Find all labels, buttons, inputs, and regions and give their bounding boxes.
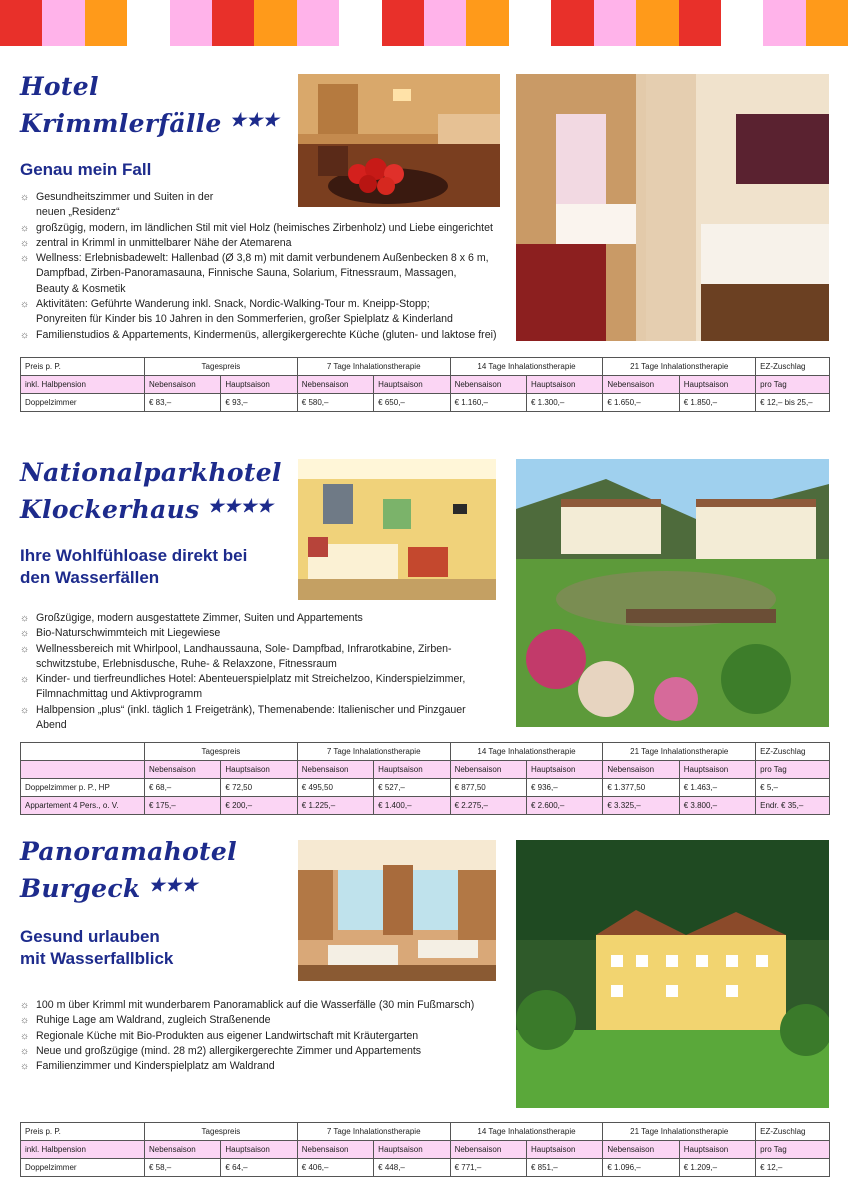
table-cell: € 200,– [221, 797, 297, 815]
feature-item: ☼ Neue und großzügige (mind. 28 m2) allergikergerechte Zimmer und Appartements [20, 1044, 515, 1059]
table-cell: Nebensaison [145, 376, 221, 394]
table-cell: Doppelzimmer p. P., HP [21, 779, 145, 797]
table-cell: € 64,– [221, 1159, 297, 1177]
table-row [21, 797, 830, 815]
feature-item: ☼ Familienzimmer und Kinderspielplatz am Waldrand [20, 1059, 515, 1074]
sun-bullet-icon: ☼ [20, 253, 30, 265]
stripe-block [551, 0, 593, 46]
stripe-block [297, 0, 339, 46]
table-cell: € 1.400,– [374, 797, 450, 815]
table-cell: Tagespreis [145, 358, 298, 376]
table-cell: pro Tag [756, 1141, 830, 1159]
table-cell [21, 761, 145, 779]
feature-item: ☼ 100 m über Krimml mit wunderbarem Panoramablick auf die Wasserfälle (30 min Fußmarsch) [20, 998, 515, 1013]
hotel-subtitle-line1: Gesund urlauben [20, 927, 160, 946]
table-cell: Doppelzimmer [21, 394, 145, 412]
sun-bullet-icon: ☼ [20, 237, 30, 249]
stripe-block [636, 0, 678, 46]
hotel-name [20, 70, 279, 141]
table-cell: 14 Tage Inhalationstherapie [450, 358, 603, 376]
table-cell: Hauptsaison [374, 376, 450, 394]
feature-list [20, 611, 515, 733]
price-table [20, 1122, 830, 1177]
photo-hotel-dining-room [298, 840, 496, 981]
table-row [21, 761, 830, 779]
hotel-subtitle-line1: Genau mein Fall [20, 160, 152, 179]
stripe-block [594, 0, 636, 46]
table-cell: € 12,– bis 25,– [756, 394, 830, 412]
table-cell: € 448,– [374, 1159, 450, 1177]
stripe-block [212, 0, 254, 46]
hotel-stars: ★★★ [229, 110, 279, 131]
table-cell: Hauptsaison [374, 761, 450, 779]
hotel-name-line1: Panoramahotel [20, 837, 237, 866]
price-table [20, 742, 830, 815]
table-cell: € 2.275,– [450, 797, 526, 815]
table-cell: Tagespreis [145, 1123, 298, 1141]
table-cell: Nebensaison [145, 761, 221, 779]
table-cell: 14 Tage Inhalationstherapie [450, 743, 603, 761]
stripe-block [509, 0, 551, 46]
feature-item: ☼ Kinder- und tierfreundliches Hotel: Abenteuerspielplatz mit Streichelzoo, Kinderspielzimmer, Filmnachmittag und Aktivprogramm [20, 673, 466, 701]
table-cell: € 580,– [297, 394, 373, 412]
table-cell: EZ-Zuschlag [756, 743, 830, 761]
table-cell: € 1.300,– [526, 394, 602, 412]
table-cell: Nebensaison [297, 761, 373, 779]
hotel-name-line1: Nationalparkhotel [20, 458, 282, 487]
table-cell: Hauptsaison [374, 1141, 450, 1159]
hotel-subtitle [20, 159, 151, 181]
stripe-block [85, 0, 127, 46]
stripe-block [382, 0, 424, 46]
table-cell: € 12,– [756, 1159, 830, 1177]
sun-bullet-icon: ☼ [20, 643, 30, 655]
table-cell: € 1.650,– [603, 394, 679, 412]
table-cell: € 1.850,– [679, 394, 755, 412]
table-cell: 7 Tage Inhalationstherapie [297, 743, 450, 761]
table-cell: Hauptsaison [221, 761, 297, 779]
table-cell: € 3.325,– [603, 797, 679, 815]
table-row [21, 743, 830, 761]
sun-bullet-icon: ☼ [20, 674, 30, 686]
stripe-block [763, 0, 805, 46]
table-row [21, 1141, 830, 1159]
table-row [21, 376, 830, 394]
table-cell: EZ-Zuschlag [756, 1123, 830, 1141]
sun-bullet-icon: ☼ [20, 222, 30, 234]
table-cell: 7 Tage Inhalationstherapie [297, 358, 450, 376]
table-cell: Nebensaison [603, 376, 679, 394]
feature-item: ☼ Ruhige Lage am Waldrand, zugleich Straßenende [20, 1013, 515, 1028]
table-cell: inkl. Halbpension [21, 1141, 145, 1159]
table-cell: Hauptsaison [526, 376, 602, 394]
table-cell: € 72,50 [221, 779, 297, 797]
table-cell: € 3.800,– [679, 797, 755, 815]
photo-hotel-exterior-forest [516, 840, 829, 1108]
price-table [20, 357, 830, 412]
table-cell: € 5,– [756, 779, 830, 797]
table-cell: € 1.096,– [603, 1159, 679, 1177]
table-cell: € 406,– [297, 1159, 373, 1177]
sun-bullet-icon: ☼ [20, 192, 30, 203]
sun-bullet-icon: ☼ [20, 613, 30, 624]
table-cell: € 1.225,– [297, 797, 373, 815]
table-cell: Nebensaison [145, 1141, 221, 1159]
table-cell: € 2.600,– [526, 797, 602, 815]
table-cell: € 650,– [374, 394, 450, 412]
photo-hotel-garden-pond [516, 459, 829, 727]
table-cell: Nebensaison [603, 761, 679, 779]
table-row [21, 779, 830, 797]
sun-bullet-icon: ☼ [20, 299, 30, 311]
feature-item: ☼ Aktivitäten: Geführte Wanderung inkl. Snack, Nordic-Walking-Tour m. Kneipp-Stopp; Ponyreiten für Kinder bis 10 Jahren in den Sommerferien, großer Spielplatz & Kinderland [20, 298, 453, 326]
table-row [21, 1123, 830, 1141]
table-cell: Hauptsaison [679, 376, 755, 394]
table-cell: Hauptsaison [679, 761, 755, 779]
feature-item: ☼ Halbpension „plus“ (inkl. täglich 1 Freigetränk), Themenabende: Italienischer und Pinzgauer Abend [20, 703, 466, 732]
feature-list [20, 190, 530, 343]
table-cell: inkl. Halbpension [21, 376, 145, 394]
sun-bullet-icon: ☼ [20, 1030, 30, 1042]
table-cell: Preis p. P. [21, 358, 145, 376]
photo-hotel-room-fruit [298, 74, 500, 207]
table-cell: Preis p. P. [21, 1123, 145, 1141]
stripe-block [721, 0, 763, 46]
top-color-stripe [0, 0, 848, 46]
table-cell: € 93,– [221, 394, 297, 412]
table-row [21, 358, 830, 376]
hotel-subtitle-line1: Ihre Wohlfühloase direkt bei [20, 546, 248, 565]
stripe-block [170, 0, 212, 46]
table-cell: € 1.160,– [450, 394, 526, 412]
table-cell: 21 Tage Inhalationstherapie [603, 358, 756, 376]
feature-item: ☼ Großzügige, modern ausgestattete Zimmer, Suiten und Appartements [20, 611, 515, 626]
stripe-block [254, 0, 296, 46]
feature-list [20, 998, 515, 1074]
feature-item: ☼ zentral in Krimml in unmittelbarer Nähe der Atemarena [20, 236, 530, 251]
table-cell: € 527,– [374, 779, 450, 797]
table-cell: Nebensaison [297, 1141, 373, 1159]
table-cell: € 1.463,– [679, 779, 755, 797]
feature-item: ☼ großzügig, modern, im ländlichen Stil mit viel Holz (heimisches Zirbenholz) und Liebe eingerichtet [20, 221, 530, 236]
hotel-name [20, 456, 282, 527]
table-cell: 21 Tage Inhalationstherapie [603, 743, 756, 761]
sun-bullet-icon: ☼ [20, 329, 30, 341]
table-cell: € 851,– [526, 1159, 602, 1177]
hotel-name-line2: Klockerhaus [20, 495, 200, 524]
sun-bullet-icon: ☼ [20, 704, 30, 716]
hotel-name-line1: Hotel [20, 72, 99, 101]
table-cell: Doppelzimmer [21, 1159, 145, 1177]
table-cell: € 175,– [145, 797, 221, 815]
table-cell: Hauptsaison [221, 1141, 297, 1159]
table-cell: Tagespreis [145, 743, 298, 761]
feature-item: ☼ Wellnessbereich mit Whirlpool, Landhaussauna, Sole- Dampfbad, Infrarotkabine, Zirben- schwitzstube, Erlebnisdusche, Ruhe- & Relaxzone, Fitnessraum [20, 642, 452, 670]
table-cell: pro Tag [756, 761, 830, 779]
table-cell: € 1.209,– [679, 1159, 755, 1177]
photo-hotel-bedroom [516, 74, 829, 341]
table-cell: € 83,– [145, 394, 221, 412]
table-cell: EZ-Zuschlag [756, 358, 830, 376]
table-cell: Nebensaison [450, 1141, 526, 1159]
hotel-stars: ★★★★ [207, 496, 274, 517]
table-cell: pro Tag [756, 376, 830, 394]
table-cell [21, 743, 145, 761]
table-row [21, 394, 830, 412]
table-cell: € 771,– [450, 1159, 526, 1177]
sun-bullet-icon: ☼ [20, 1045, 30, 1057]
table-cell: € 68,– [145, 779, 221, 797]
hotel-subtitle [20, 545, 247, 589]
table-cell: € 1.377,50 [603, 779, 679, 797]
feature-item: ☼ Gesundheitszimmer und Suiten in der neuen „Residenz“ [20, 191, 214, 219]
hotel-name [20, 835, 237, 906]
stripe-block [806, 0, 848, 46]
table-cell: € 495,50 [297, 779, 373, 797]
table-cell: 14 Tage Inhalationstherapie [450, 1123, 603, 1141]
table-cell: Appartement 4 Pers., o. V. [21, 797, 145, 815]
photo-hotel-room-yellow [298, 459, 496, 600]
table-cell: € 58,– [145, 1159, 221, 1177]
stripe-block [424, 0, 466, 46]
stripe-block [679, 0, 721, 46]
sun-bullet-icon: ☼ [20, 1015, 30, 1027]
table-cell: 21 Tage Inhalationstherapie [603, 1123, 756, 1141]
hotel-subtitle-line2: mit Wasserfallblick [20, 949, 174, 968]
feature-item: ☼ Familienstudios & Appartements, Kindermenüs, allergikergerechte Küche (gluten- und laktose frei) [20, 328, 530, 343]
table-cell: Hauptsaison [679, 1141, 755, 1159]
stripe-block [0, 0, 42, 46]
feature-item: ☼ Bio-Naturschwimmteich mit Liegewiese [20, 626, 515, 641]
feature-item: ☼ Regionale Küche mit Bio-Produkten aus eigener Landwirtschaft mit Kräutergarten [20, 1029, 515, 1044]
table-cell: € 877,50 [450, 779, 526, 797]
hotel-name-line2: Burgeck [20, 874, 141, 903]
sun-bullet-icon: ☼ [20, 628, 30, 640]
table-cell: Endr. € 35,– [756, 797, 830, 815]
table-cell: Hauptsaison [221, 376, 297, 394]
stripe-block [127, 0, 169, 46]
table-row [21, 1159, 830, 1177]
stripe-block [42, 0, 84, 46]
sun-bullet-icon: ☼ [20, 1061, 30, 1073]
table-cell: Hauptsaison [526, 761, 602, 779]
stripe-block [339, 0, 381, 46]
stripe-block [466, 0, 508, 46]
hotel-subtitle-line2: den Wasserfällen [20, 568, 160, 587]
table-cell: Nebensaison [450, 376, 526, 394]
hotel-stars: ★★★ [148, 875, 198, 896]
feature-item: ☼ Wellness: Erlebnisbadewelt: Hallenbad (Ø 3,8 m) mit damit verbundenem Außenbecken 8 x 6 m, Dampfbad, Zirben-Panoramasauna, Finnische Sauna, Solarium, Fitnessraum, Massagen, Beauty & Kosmetik [20, 252, 489, 295]
table-cell: Nebensaison [450, 761, 526, 779]
table-cell: Nebensaison [603, 1141, 679, 1159]
sun-bullet-icon: ☼ [20, 1000, 30, 1011]
table-cell: Nebensaison [297, 376, 373, 394]
table-cell: € 936,– [526, 779, 602, 797]
hotel-name-line2: Krimmlerfälle [20, 109, 222, 138]
table-cell: 7 Tage Inhalationstherapie [297, 1123, 450, 1141]
table-cell: Hauptsaison [526, 1141, 602, 1159]
hotel-subtitle [20, 926, 173, 970]
